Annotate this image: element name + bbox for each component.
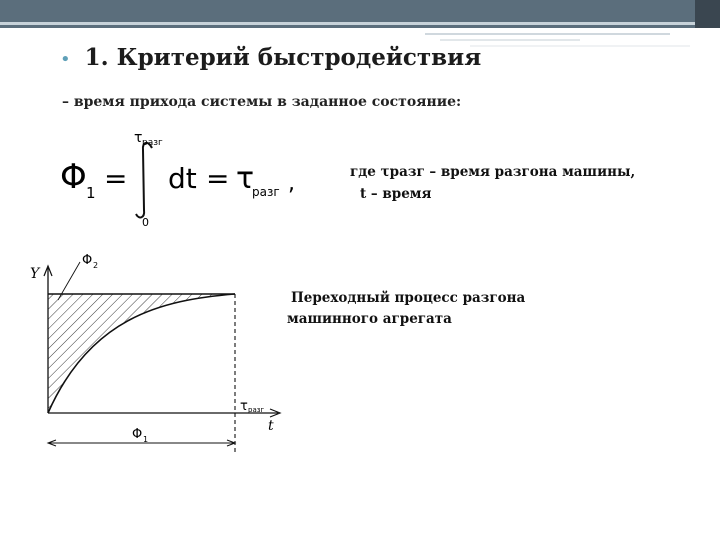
phi1-label: Φ <box>132 427 143 442</box>
tau-label: τ <box>240 399 248 414</box>
transient-graph <box>20 248 290 458</box>
explanation-line-2: t – время <box>360 186 432 202</box>
formula-phi-index: 1 <box>86 184 96 202</box>
explanation-line-1: где τразг – время разгона машины, <box>350 164 636 180</box>
slide-title: 1. Критерий быстродействия <box>84 44 482 71</box>
formula-comma: , <box>288 171 295 196</box>
phi2-label: Φ <box>82 253 93 268</box>
formula-integrand: dt <box>168 162 197 195</box>
hatched-area <box>48 294 235 413</box>
formula-equals: = <box>104 162 128 195</box>
formula <box>56 130 306 230</box>
caption-line-1: Переходный процесс разгона <box>291 290 526 306</box>
y-label: Y <box>30 266 40 282</box>
title-row <box>60 44 481 71</box>
phi1-index: 1 <box>143 435 149 444</box>
phi2-index: 2 <box>93 261 99 270</box>
formula-phi: Φ <box>60 157 87 197</box>
integral-lower: 0 <box>142 216 149 229</box>
slide-subtitle: – время прихода системы в заданное состояние: <box>62 94 462 110</box>
graph-caption <box>287 288 525 330</box>
formula-tau-sub: разг <box>252 185 280 199</box>
caption-line-2: машинного агрегата <box>287 311 452 327</box>
integral-upper-tau: τ <box>134 130 143 146</box>
formula-tau: τ <box>236 161 255 196</box>
integral-sign <box>136 143 152 218</box>
x-label: t <box>268 418 274 434</box>
formula-equals-2: = <box>206 162 230 195</box>
tau-sub-label: разг <box>248 406 265 414</box>
integral-upper-sub: разг <box>142 138 163 148</box>
bullet-icon: • <box>60 49 71 70</box>
